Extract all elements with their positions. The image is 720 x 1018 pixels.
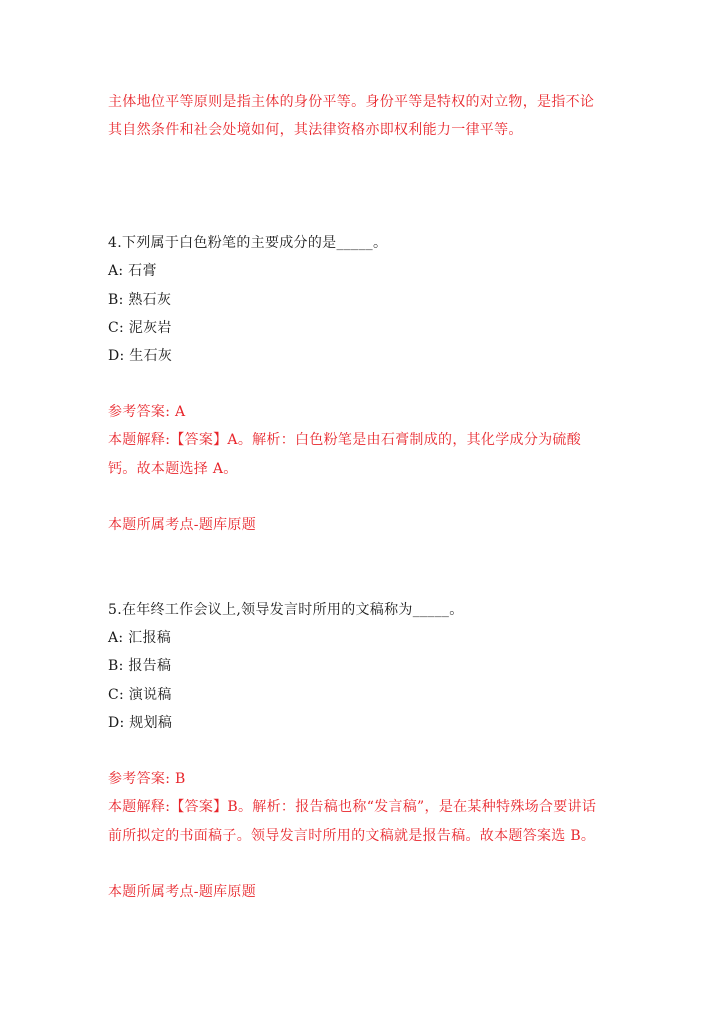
question-4-stem: 4.下列属于白色粉笔的主要成分的是_____。 <box>108 235 388 251</box>
question-5-option-b: B: 报告稿 <box>108 658 172 674</box>
question-4-option-a: A: 石膏 <box>108 263 157 279</box>
question-5-option-d: D: 规划稿 <box>108 715 173 731</box>
question-4-option-c: C: 泥灰岩 <box>108 320 172 336</box>
question-5-category: 本题所属考点-题库原题 <box>108 884 257 900</box>
intro-line-1: 主体地位平等原则是指主体的身份平等。身份平等是特权的对立物，是指不论 <box>108 94 595 110</box>
question-4-explanation-line-2: 钙。故本题选择 A。 <box>108 461 238 477</box>
question-5-answer: 参考答案: B <box>108 771 186 787</box>
question-4-explanation-line-1: 本题解释:【答案】A。解析：白色粉笔是由石膏制成的，其化学成分为硫酸 <box>108 432 582 448</box>
question-4-option-b: B: 熟石灰 <box>108 292 172 308</box>
question-5-stem: 5.在年终工作会议上,领导发言时所用的文稿称为_____。 <box>108 602 464 618</box>
intro-line-2: 其自然条件和社会处境如何，其法律资格亦即权利能力一律平等。 <box>108 122 523 138</box>
question-5-explanation-line-1: 本题解释:【答案】B。解析：报告稿也称“发言稿”，是在某种特殊场合要讲话 <box>108 799 597 815</box>
question-5-explanation-line-2: 前所拟定的书面稿子。领导发言时所用的文稿就是报告稿。故本题答案选 B。 <box>108 828 596 844</box>
question-5-option-c: C: 演说稿 <box>108 687 172 703</box>
question-4-category: 本题所属考点-题库原题 <box>108 517 257 533</box>
question-4-answer: 参考答案: A <box>108 404 186 420</box>
question-4-option-d: D: 生石灰 <box>108 348 173 364</box>
question-5-option-a: A: 汇报稿 <box>108 630 172 646</box>
